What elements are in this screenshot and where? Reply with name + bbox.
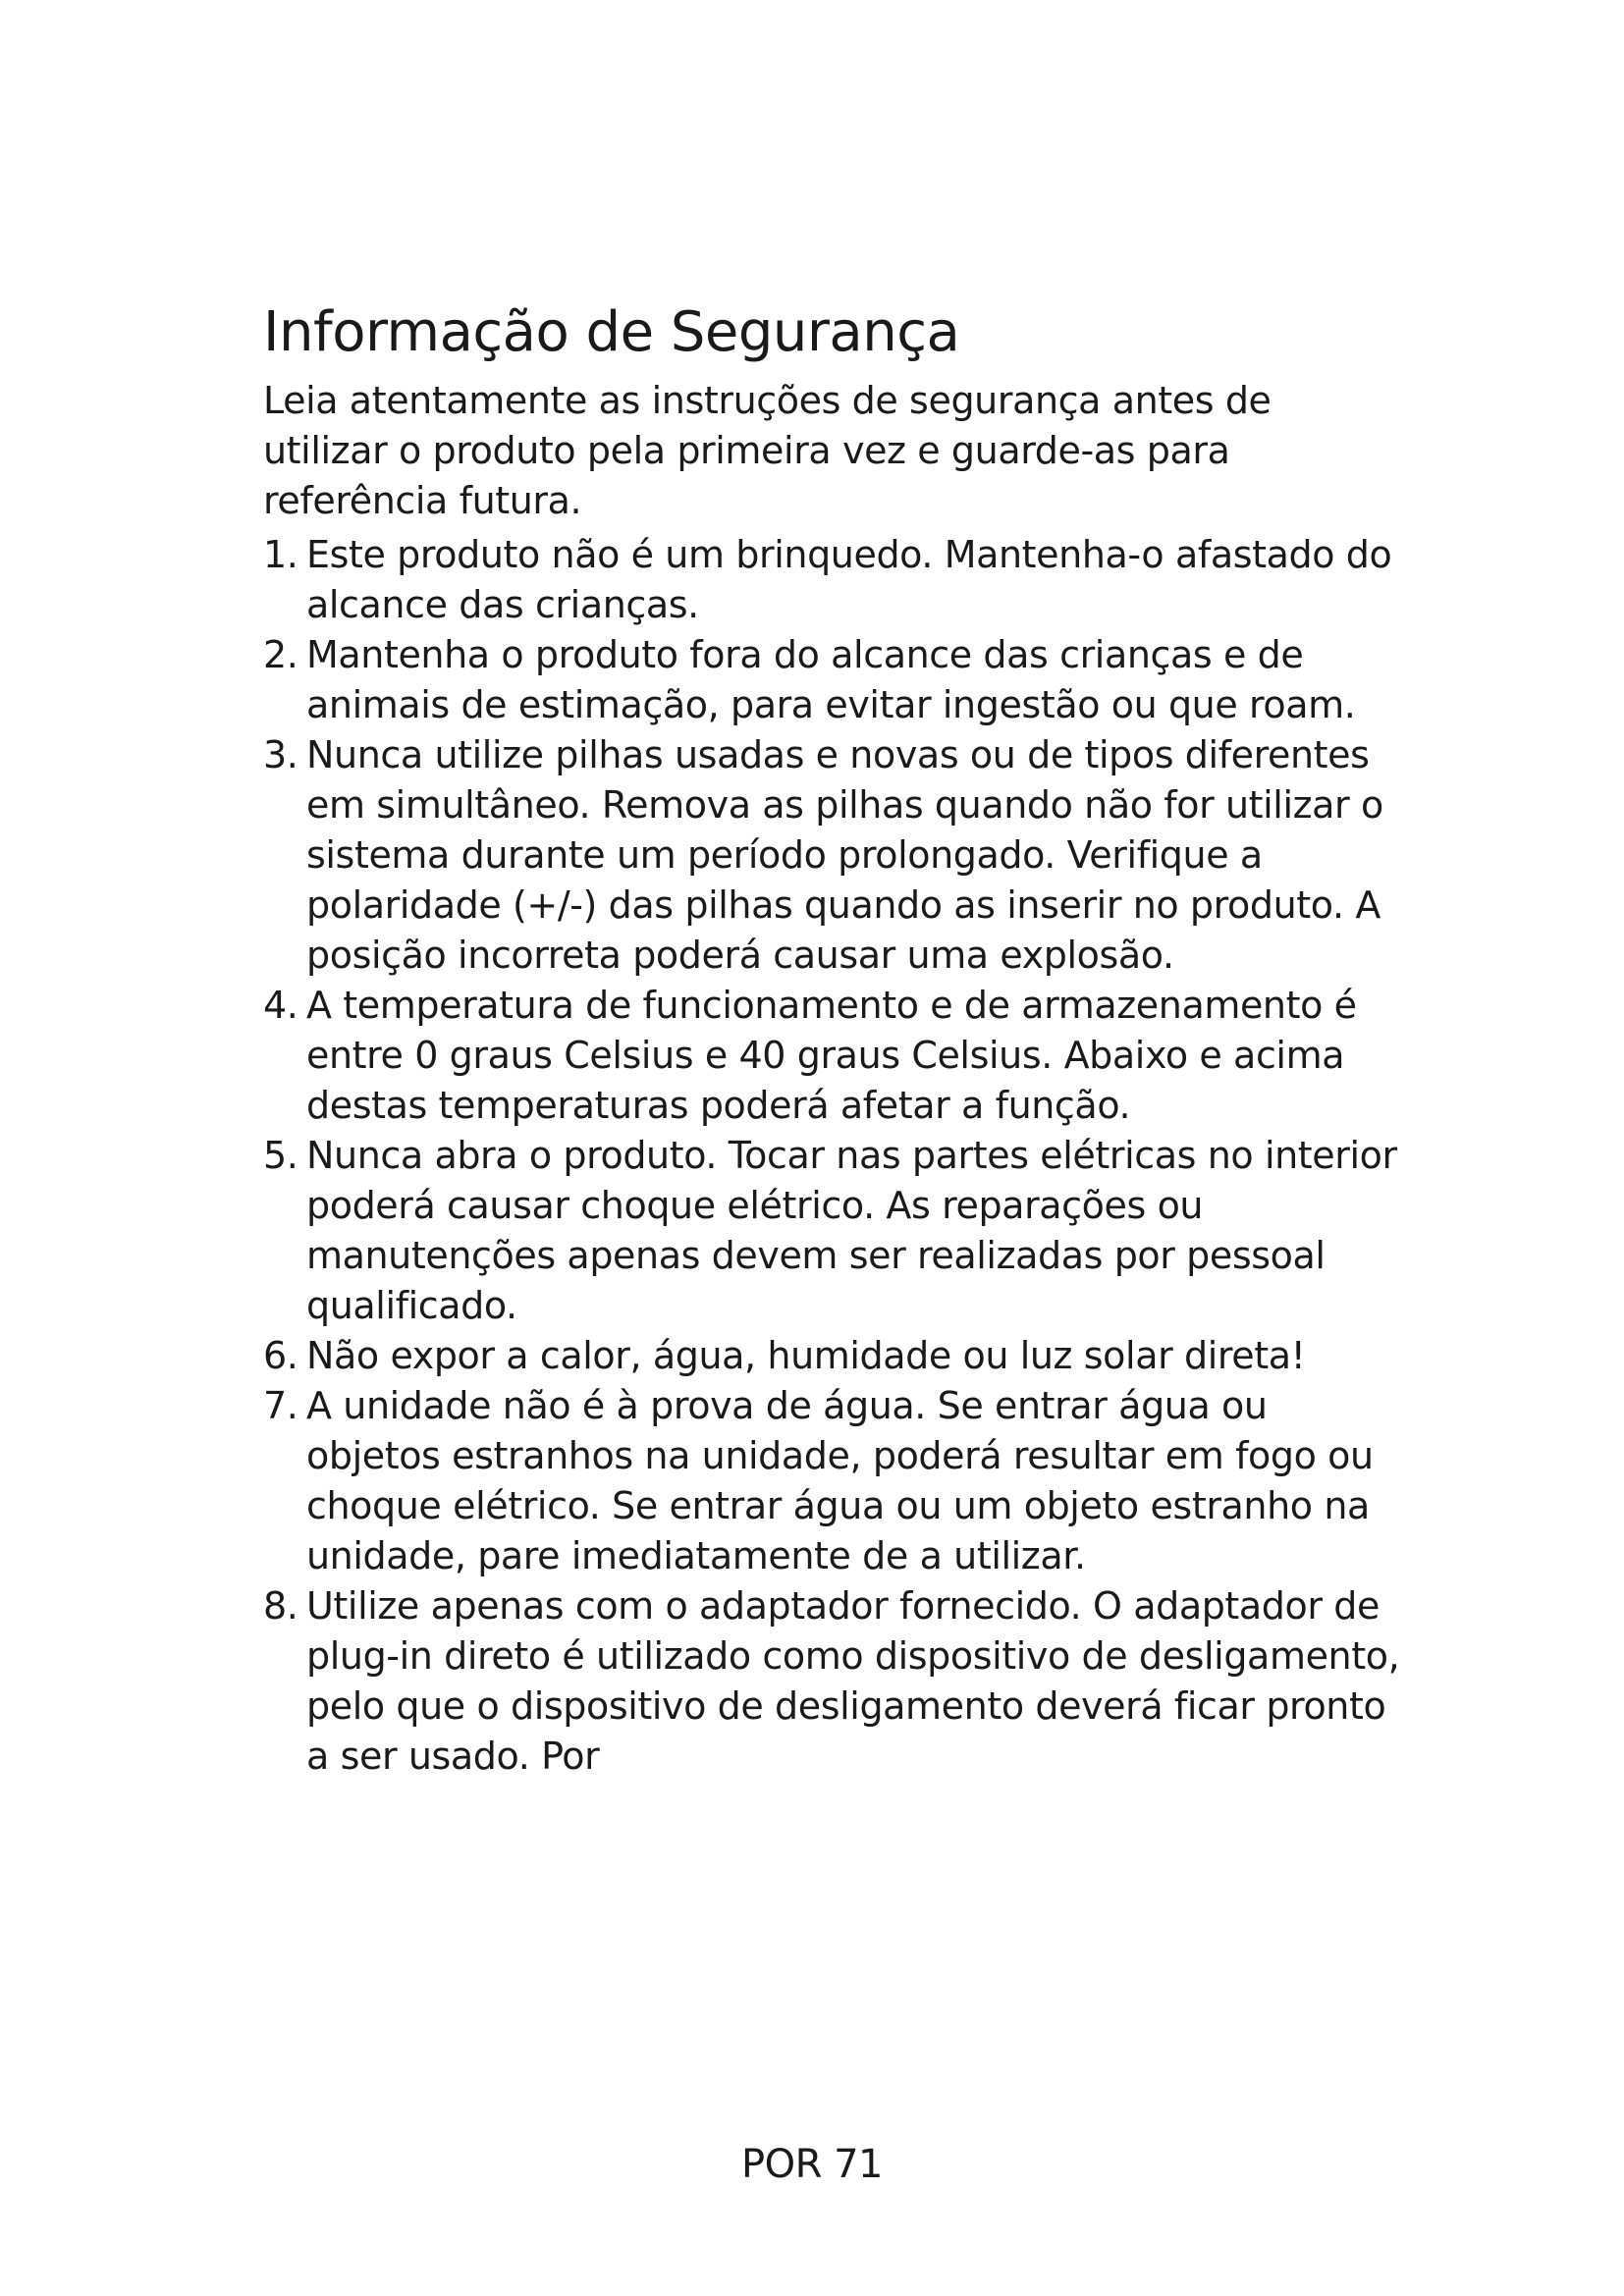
item-number: 8. xyxy=(263,1584,298,1628)
page-number: POR 71 xyxy=(740,2142,883,2187)
safety-list xyxy=(263,530,1402,1782)
item-text: Este produto não é um brinquedo. Mantenha-o afastado do alcance das crianças. xyxy=(306,533,1392,626)
item-text: Nunca utilize pilhas usadas e novas ou de tipos diferentes em simultâneo. Remova as pilhas quando não for utilizar o sistema durante um período prolongado. Verifique a polaridade (+/-) das pilhas quando as inserir no produto. A posição incorreta poderá causar uma explosão. xyxy=(306,733,1383,977)
list-item xyxy=(263,630,1402,730)
list-item xyxy=(263,730,1402,981)
item-text: Utilize apenas com o adaptador fornecido. O adaptador de plug-in direto é utilizado como dispositivo de desligamento, pelo que o dispositivo de desligamento deverá ficar pronto a ser usado. Por xyxy=(306,1584,1400,1778)
list-item xyxy=(263,1131,1402,1331)
item-text: A unidade não é à prova de água. Se entrar água ou objetos estranhos na unidade, poderá resultar em fogo ou choque elétrico. Se entrar água ou um objeto estranho na unidade, pare imediatamente de a utilizar. xyxy=(306,1384,1374,1577)
page-title: Informação de Segurança xyxy=(263,300,960,364)
item-text: Nunca abra o produto. Tocar nas partes elétricas no interior poderá causar choque elétrico. As reparações ou manutenções apenas devem ser realizadas por pessoal qualificado. xyxy=(306,1134,1397,1327)
list-item xyxy=(263,530,1402,630)
list-item xyxy=(263,1381,1402,1581)
intro-paragraph: Leia atentamente as instruções de segurança antes de utilizar o produto pela primeira vez e guarde-as para referência futura. xyxy=(263,379,1272,522)
item-number: 7. xyxy=(263,1384,298,1427)
item-number: 4. xyxy=(263,984,298,1027)
item-number: 5. xyxy=(263,1134,298,1177)
item-text: Mantenha o produto fora do alcance das crianças e de animais de estimação, para evitar ingestão ou que roam. xyxy=(306,633,1356,726)
list-item xyxy=(263,1331,1402,1381)
item-text: Não expor a calor, água, humidade ou luz solar direta! xyxy=(306,1334,1306,1377)
safety-section xyxy=(263,297,1402,1782)
list-item xyxy=(263,1581,1402,1782)
item-number: 1. xyxy=(263,533,298,576)
item-number: 3. xyxy=(263,733,298,776)
item-number: 6. xyxy=(263,1334,298,1377)
item-number: 2. xyxy=(263,633,298,676)
list-item xyxy=(263,981,1402,1131)
item-text: A temperatura de funcionamento e de armazenamento é entre 0 graus Celsius e 40 graus Celsius. Abaixo e acima destas temperaturas poderá afetar a função. xyxy=(306,984,1357,1127)
